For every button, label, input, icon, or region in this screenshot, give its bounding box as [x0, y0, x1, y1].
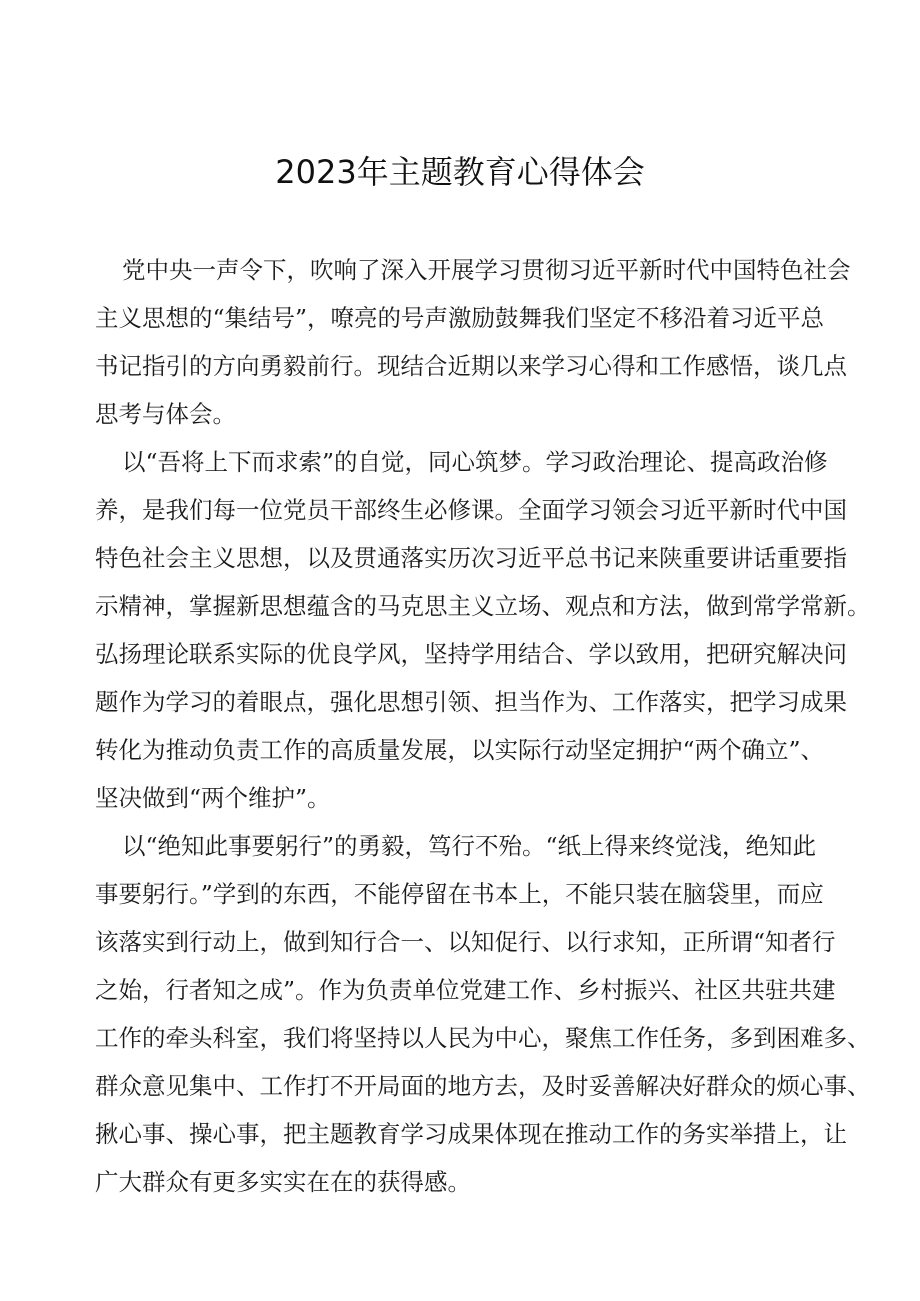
paragraph-line: 坚决做到“两个维护”。	[95, 784, 331, 812]
paragraph-line: 以“吾将上下而求索”的自觉，同心筑梦。学习政治理论、提高政治修	[122, 448, 828, 476]
paragraph-line: 群众意见集中、工作打不开局面的地方去，及时妥善解决好群众的烦心事、	[95, 1072, 871, 1100]
paragraph-line: 之始，行者知之成”。作为负责单位党建工作、乡村振兴、社区共驻共建	[95, 976, 836, 1004]
paragraph-line: 工作的牵头科室，我们将坚持以人民为中心，聚焦工作任务，多到困难多、	[95, 1024, 871, 1052]
paragraph-line: 养，是我们每一位党员干部终生必修课。全面学习领会习近平新时代中国	[95, 496, 847, 524]
paragraph-line: 主义思想的“集结号”，嘹亮的号声激励鼓舞我们坚定不移沿着习近平总	[95, 304, 825, 332]
paragraph-line: 弘扬理论联系实际的优良学风，坚持学用结合、学以致用，把研究解决问	[95, 640, 847, 668]
paragraph-line: 党中央一声令下，吹响了深入开展学习贯彻习近平新时代中国特色社会	[122, 256, 851, 284]
paragraph-line: 转化为推动负责工作的高质量发展，以实际行动坚定拥护“两个确立”、	[95, 736, 825, 764]
paragraph-line: 特色社会主义思想，以及贯通落实历次习近平总书记来陕重要讲话重要指	[95, 544, 847, 572]
paragraph-line: 题作为学习的着眼点，强化思想引领、担当作为、工作落实，把学习成果	[95, 688, 847, 716]
paragraph-line: 思考与体会。	[95, 400, 236, 428]
paragraph-line: 该落实到行动上，做到知行合一、以知促行、以行求知，正所谓“知者行	[95, 928, 836, 956]
paragraph-line: 广大群众有更多实实在在的获得感。	[95, 1168, 471, 1196]
paragraph-line: 事要躬行。”学到的东西，不能停留在书本上，不能只装在脑袋里，而应	[95, 880, 824, 908]
paragraph-line: 揪心事、操心事，把主题教育学习成果体现在推动工作的务实举措上，让	[95, 1120, 847, 1148]
paragraph-line: 示精神，掌握新思想蕴含的马克思主义立场、观点和方法，做到常学常新。	[95, 592, 871, 620]
document-title: 2023年主题教育心得体会	[275, 153, 645, 191]
paragraph-line: 以“绝知此事要躬行”的勇毅，笃行不殆。“纸上得来终觉浅，绝知此	[122, 832, 817, 860]
paragraph-line: 书记指引的方向勇毅前行。现结合近期以来学习心得和工作感悟，谈几点	[95, 352, 847, 380]
